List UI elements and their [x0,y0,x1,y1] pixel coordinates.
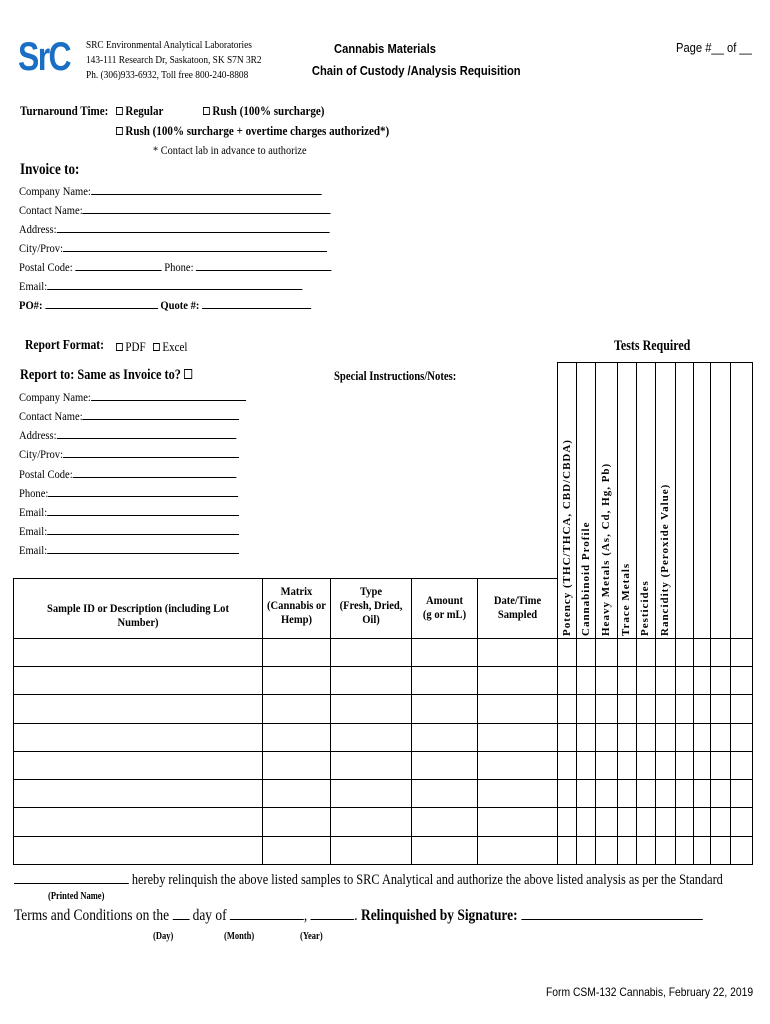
printed-name-input[interactable] [14,870,129,884]
field-label: Email: [19,505,48,519]
printed-name-caption: (Printed Name) [48,891,105,902]
terms-text: Terms and Conditions on the [14,907,170,924]
lab-phone: Ph. (306)933-6932, Toll free 800-240-8808 [86,69,249,81]
header-type [336,584,406,626]
header-line: (Fresh, Dried, [339,598,403,612]
test-rancidity: Rancidity (Peroxide Value) [659,483,671,636]
field-label: City/Prov: [19,241,64,255]
header-line: Date/Time [493,593,542,607]
header-line: (Cannabis or [267,598,326,612]
test-trace-metals: Trace Metals [620,562,632,636]
logo-text: SrC [18,35,71,79]
header-sample-id: Sample ID or Description (including Lot Number) [47,601,229,629]
header-line: Hemp) [280,612,313,626]
header-matrix [267,584,326,626]
month-input[interactable] [230,906,304,920]
regular-label: Regular [125,103,164,118]
report-format-label: Report Format: [25,338,105,353]
pdf-label: PDF [125,339,146,354]
rush-overtime-label: Rush (100% surcharge + overtime charges authorized*) [125,123,390,138]
lab-name: SRC Environmental Analytical Laboratories [86,39,252,51]
header-line: Amount [426,593,463,607]
signature-label: Relinquished by Signature: [360,907,518,924]
form-subtitle: Chain of Custody /Analysis Requisition [311,63,521,78]
header-line: Matrix [280,584,313,598]
field-label: Postal Code: [19,260,73,274]
field-label: Postal Code: [19,467,73,481]
field-label: Company Name: [19,184,91,198]
day-input[interactable] [172,906,189,920]
relinquish-statement [14,870,723,889]
test-potency: Potency (THC/THCA, CBD/CBDA) [561,439,573,636]
header-amount [416,593,473,621]
test-heavy-metals: Heavy Metals (As, Cd, Hg, Pb) [600,462,612,636]
period-text: . [354,907,358,924]
day-caption: (Day) [153,931,174,942]
field-label: PO#: [19,298,43,312]
field-label: Quote #: [160,298,200,312]
test-pesticides: Pesticides [639,580,651,636]
field-label: Phone: [164,260,194,274]
field-label: Address: [19,222,57,236]
tests-required-heading: Tests Required [614,338,691,354]
statement-text: hereby relinquish the above listed samples to SRC Analytical and authorize the above listed analysis as per the Standard [131,872,723,888]
field-label: Phone: [19,486,49,500]
header-date-time [483,593,553,621]
excel-label: Excel [162,339,188,354]
header-line: Oil) [362,612,380,626]
form-footer: Form CSM-132 Cannabis, February 22, 2019 [546,985,754,999]
header-line: (g or mL) [422,607,467,621]
signature-input[interactable] [521,906,702,920]
field-label: Contact Name: [19,409,83,423]
form-title: Cannabis Materials [334,41,436,56]
special-instructions-label: Special Instructions/Notes: [334,368,457,383]
field-label: City/Prov: [19,447,64,461]
field-label: Email: [19,524,48,538]
comma-text: , [303,907,308,924]
field-label: Email: [19,543,48,557]
invoice-heading: Invoice to: [20,161,80,178]
page-number: Page #__ of __ [676,40,752,55]
field-label: Company Name: [19,390,91,404]
year-caption: (Year) [300,931,323,942]
month-caption: (Month) [224,931,255,942]
report-to-label: Report to: Same as Invoice to? [20,367,181,383]
field-label: Contact Name: [19,203,83,217]
turnaround-note: * Contact lab in advance to authorize [153,143,307,157]
terms-line [14,906,702,925]
turnaround-label: Turnaround Time: [20,103,109,118]
year-input[interactable] [311,906,355,920]
test-cannabinoid-profile: Cannabinoid Profile [580,521,592,636]
lab-address: 143-111 Research Dr, Saskatoon, SK S7N 3R2 [86,54,262,66]
day-of-text: day of [192,907,227,924]
field-label: Email: [19,279,48,293]
rush-label: Rush (100% surcharge) [212,103,325,118]
field-label: Address: [19,428,57,442]
header-line: Sampled [497,607,538,621]
header-line: Type [359,584,383,598]
